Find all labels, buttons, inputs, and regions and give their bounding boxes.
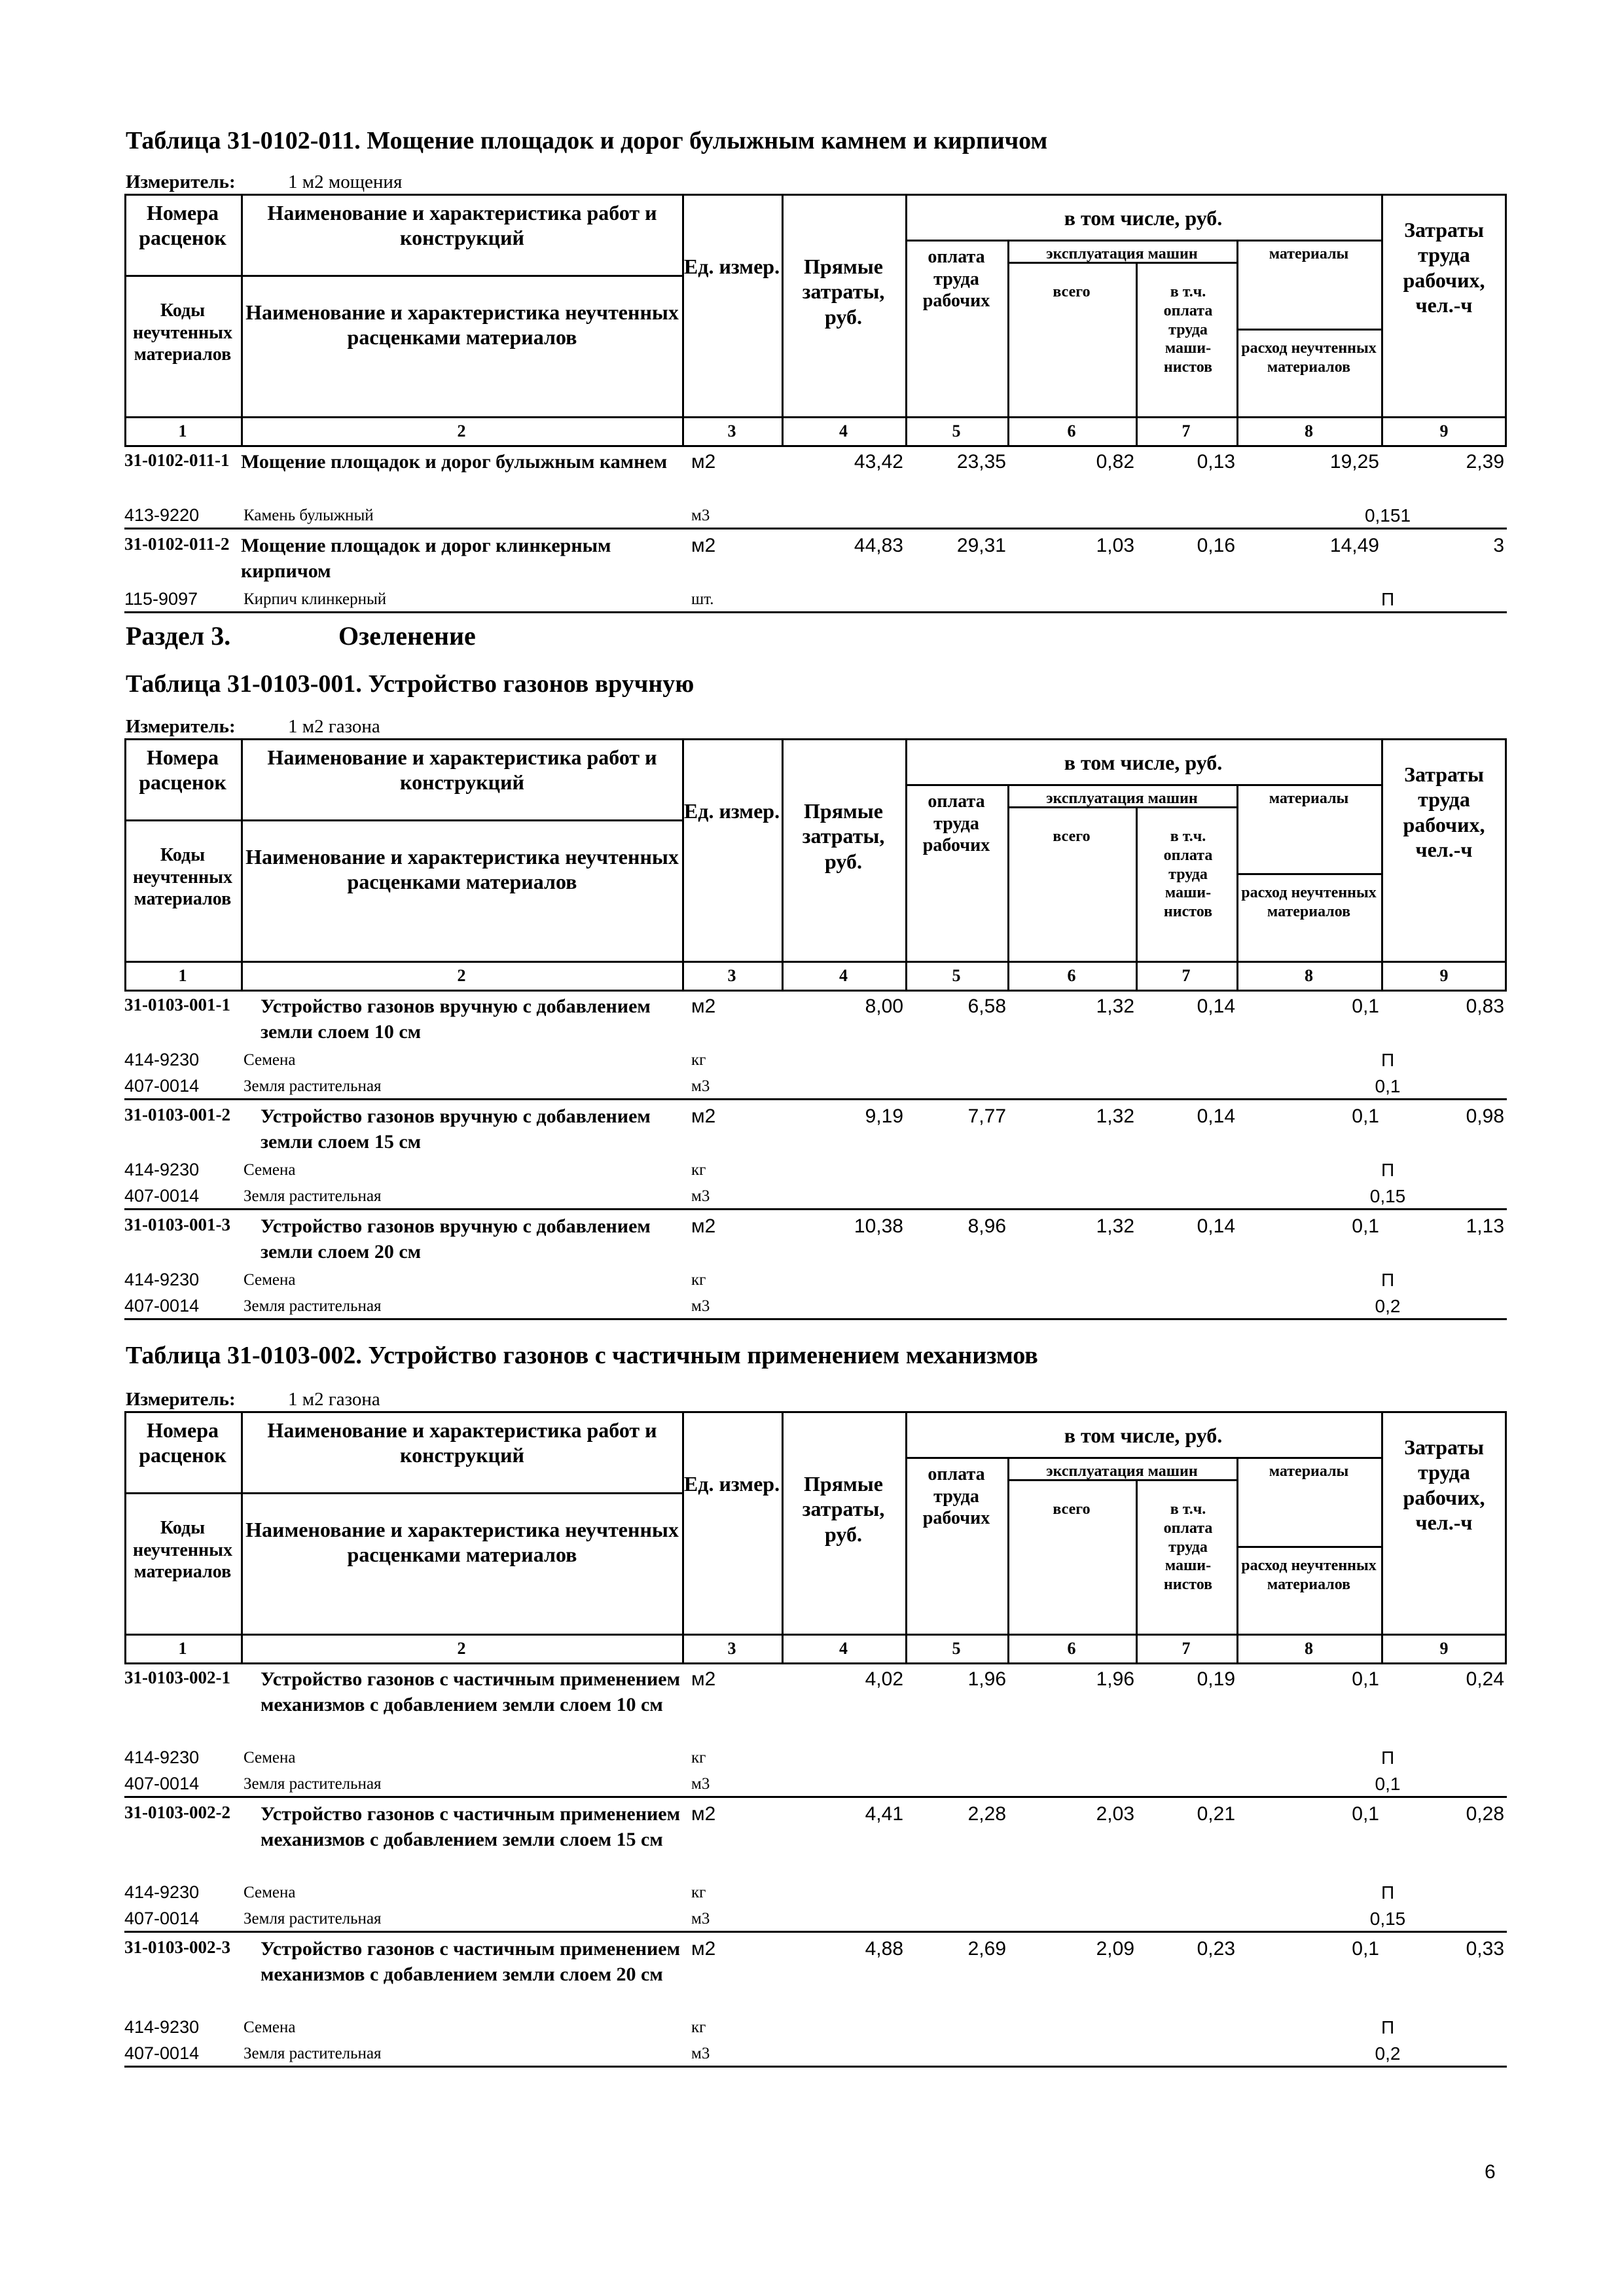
unit: м3 [691, 1077, 710, 1095]
machines-total: 2,09 [1096, 1938, 1134, 1960]
header-materials: материалы [1269, 790, 1349, 807]
column-number: 3 [727, 1639, 736, 1658]
direct-costs: 43,42 [854, 451, 903, 473]
table-rule [1136, 1479, 1138, 1664]
measure-label: Измеритель: [126, 171, 236, 192]
section-heading [126, 621, 476, 651]
direct-costs: 4,02 [865, 1668, 903, 1690]
header-incl-wages: в т.ч. оплата труда маши- нистов [1163, 1501, 1213, 1594]
wages: 2,69 [967, 1938, 1006, 1960]
column-number: 9 [1439, 966, 1449, 985]
table-row [124, 1102, 1507, 1156]
rate-code: 31-0103-001-3 [124, 1215, 230, 1234]
header-nomera: Номера расценок [139, 745, 226, 795]
materials: 0,1 [1352, 1803, 1379, 1825]
machines-total: 0,82 [1096, 451, 1134, 473]
table-rule [682, 738, 684, 992]
header-materials: материалы [1269, 1463, 1349, 1480]
table-rule [124, 961, 1507, 963]
header-machines: эксплуатация машин [1046, 790, 1198, 807]
direct-costs: 8,00 [865, 996, 903, 1017]
machines-wages: 0,21 [1197, 1803, 1235, 1825]
row-divider [124, 1931, 1507, 1933]
measure-value: 1 м2 газона [288, 1389, 380, 1410]
table-rule [1236, 329, 1381, 331]
machines-wages: 0,14 [1197, 1215, 1235, 1237]
column-number: 2 [457, 1639, 466, 1658]
work-name: Устройство газонов вручную с добавлением земли слоем 15 см [261, 1105, 651, 1153]
header-unaccounted: расход неучтенных материалов [1241, 340, 1377, 376]
material-name: Камень булыжный [244, 507, 374, 524]
column-number: 5 [952, 966, 961, 985]
unit: кг [691, 1749, 706, 1767]
header-kody: Коды неучтенных материалов [133, 845, 232, 910]
row-divider [124, 611, 1507, 613]
header-labor: Затраты труда рабочих, чел.-ч [1403, 762, 1485, 862]
row-divider [124, 1208, 1507, 1210]
machines-total: 2,03 [1096, 1803, 1134, 1825]
column-number: 1 [178, 1639, 187, 1658]
rate-code: 414-9230 [124, 1270, 200, 1289]
column-number: 9 [1439, 422, 1449, 440]
materials: 0,1 [1352, 1668, 1379, 1690]
table-rule [905, 1411, 907, 1664]
labor: 2,39 [1466, 451, 1504, 473]
row-divider [124, 1318, 1507, 1320]
material-name: Семена [244, 1271, 296, 1289]
labor: 0,24 [1466, 1668, 1504, 1690]
direct-costs: 4,41 [865, 1803, 903, 1825]
rate-code: 407-0014 [124, 1186, 200, 1206]
materials: 14,49 [1329, 535, 1379, 556]
header-including: в том числе, руб. [1064, 206, 1223, 230]
work-name: Устройство газонов вручную с добавлением земли слоем 10 см [261, 996, 651, 1043]
column-number: 2 [457, 422, 466, 440]
table-rule [124, 1634, 1507, 1636]
column-number: 3 [727, 966, 736, 985]
rate-code: 31-0102-011-1 [124, 450, 230, 470]
machines-total: 1,32 [1096, 1105, 1134, 1127]
column-number: 1 [178, 422, 187, 440]
measure-value: 1 м2 мощения [288, 171, 403, 192]
table-rule [905, 194, 907, 447]
material-row [124, 2039, 1507, 2066]
column-number: 8 [1305, 966, 1313, 985]
material-consumption: П [1380, 1882, 1395, 1903]
work-name: Устройство газонов с частичным применением механизмов с добавлением земли слоем 20 см [261, 1938, 681, 1985]
rate-code: 407-0014 [124, 1296, 200, 1316]
unit: кг [691, 1884, 706, 1901]
material-consumption: 0,15 [1369, 1909, 1406, 1929]
rate-code: 31-0102-011-2 [124, 534, 230, 554]
work-name: Устройство газонов вручную с добавлением земли слоем 20 см [261, 1215, 651, 1263]
table-row [124, 448, 1507, 501]
direct-costs: 10,38 [854, 1215, 903, 1237]
material-name: Кирпич клинкерный [244, 590, 387, 608]
column-number: 7 [1182, 966, 1191, 985]
unit: м2 [691, 1803, 716, 1825]
wages: 2,28 [967, 1803, 1006, 1825]
header-name-works: Наименование и характеристика работ и конструкций [267, 201, 657, 250]
material-row [124, 1744, 1507, 1770]
row-divider [124, 2066, 1507, 2068]
header-nomera: Номера расценок [139, 1418, 226, 1467]
unit: м3 [691, 1775, 710, 1793]
direct-costs: 4,88 [865, 1938, 903, 1960]
unit: кг [691, 1161, 706, 1179]
labor: 0,28 [1466, 1803, 1504, 1825]
labor: 1,13 [1466, 1215, 1504, 1237]
table-rule [1007, 1457, 1009, 1664]
rate-code: 31-0103-002-3 [124, 1937, 230, 1957]
table-rule [124, 275, 682, 277]
material-row [124, 1292, 1507, 1318]
material-row [124, 1266, 1507, 1292]
table-row [124, 1800, 1507, 1878]
header-machines-total: всего [1053, 1501, 1091, 1518]
table-row [124, 1212, 1507, 1266]
header-incl-wages: в т.ч. оплата труда маши- нистов [1163, 828, 1213, 921]
unit: м3 [691, 1187, 710, 1205]
rate-code: 414-9230 [124, 1050, 200, 1069]
table-header [124, 1411, 1507, 1679]
unit: м2 [691, 1938, 716, 1960]
table-row [124, 1665, 1507, 1744]
header-name-materials: Наименование и характеристика неучтенных расценками материалов [245, 845, 679, 894]
direct-costs: 9,19 [865, 1105, 903, 1127]
table-rule [1236, 1546, 1381, 1548]
material-consumption: П [1380, 2017, 1395, 2037]
material-name: Семена [244, 2018, 296, 2036]
column-number: 6 [1067, 1639, 1076, 1658]
header-unit: Ед. измер. [683, 1472, 780, 1496]
column-number: 4 [839, 966, 848, 985]
material-consumption: 0,2 [1375, 1296, 1401, 1316]
table-rule [124, 1492, 682, 1494]
table-rule [124, 194, 1507, 196]
labor: 0,98 [1466, 1105, 1504, 1127]
section-label: Раздел 3. [126, 621, 231, 651]
wages: 29,31 [956, 535, 1006, 556]
materials: 19,25 [1329, 451, 1379, 473]
header-wages: оплата труда рабочих [922, 791, 990, 856]
wages: 23,35 [956, 451, 1006, 473]
column-number: 2 [457, 966, 466, 985]
measure-value: 1 м2 газона [288, 716, 380, 737]
header-machines-total: всего [1053, 283, 1091, 300]
material-name: Земля растительная [244, 1910, 382, 1928]
rate-code: 407-0014 [124, 1909, 200, 1928]
material-name: Земля растительная [244, 1775, 382, 1793]
material-name: Семена [244, 1884, 296, 1901]
table-row [124, 1935, 1507, 2013]
measure-unit [126, 1389, 380, 1410]
header-machines: эксплуатация машин [1046, 1463, 1198, 1480]
machines-total: 1,03 [1096, 535, 1134, 556]
column-number: 6 [1067, 422, 1076, 440]
table-rule [124, 445, 1507, 447]
material-row [124, 1182, 1507, 1208]
work-name: Устройство газонов с частичным применением механизмов с добавлением земли слоем 15 см [261, 1803, 681, 1850]
measure-unit [126, 716, 380, 737]
labor: 0,33 [1466, 1938, 1504, 1960]
column-number: 5 [952, 422, 961, 440]
unit: м3 [691, 1910, 710, 1928]
rate-code: 414-9230 [124, 1882, 200, 1902]
header-including: в том числе, руб. [1064, 1424, 1223, 1447]
header-labor: Затраты труда рабочих, чел.-ч [1403, 218, 1485, 317]
unit: кг [691, 1271, 706, 1289]
header-materials: материалы [1269, 245, 1349, 262]
header-unaccounted: расход неучтенных материалов [1241, 1557, 1377, 1593]
column-number: 3 [727, 422, 736, 440]
row-divider [124, 528, 1507, 529]
unit: м2 [691, 535, 716, 556]
machines-total: 1,32 [1096, 996, 1134, 1017]
rate-code: 407-0014 [124, 1774, 200, 1793]
unit: м3 [691, 507, 710, 524]
header-machines-total: всего [1053, 828, 1091, 845]
materials: 0,1 [1352, 1938, 1379, 1960]
unit: кг [691, 1051, 706, 1069]
wages: 6,58 [967, 996, 1006, 1017]
table-row [124, 992, 1507, 1046]
material-consumption: 0,1 [1375, 1774, 1401, 1794]
unit: м3 [691, 1297, 710, 1315]
row-divider [124, 1098, 1507, 1100]
machines-total: 1,96 [1096, 1668, 1134, 1690]
measure-label: Измеритель: [126, 1389, 236, 1410]
unit: м2 [691, 1215, 716, 1237]
materials: 0,1 [1352, 1215, 1379, 1237]
header-unit: Ед. измер. [683, 799, 780, 823]
measure-unit [126, 171, 403, 192]
table-rule [1236, 873, 1381, 875]
table-title: Таблица 31-0103-002. Устройство газонов с частичным применением механизмов [126, 1342, 1038, 1369]
unit: м2 [691, 996, 716, 1017]
column-number: 5 [952, 1639, 961, 1658]
table-rule [124, 416, 1507, 418]
rate-code: 407-0014 [124, 2043, 200, 2063]
table-title: Таблица 31-0103-001. Устройство газонов вручную [126, 670, 695, 698]
unit: кг [691, 2018, 706, 2036]
header-direct-costs: Прямые затраты, руб. [802, 1472, 885, 1546]
material-consumption: П [1380, 1748, 1395, 1768]
rate-code: 414-9230 [124, 1160, 200, 1179]
rate-code: 414-9230 [124, 1748, 200, 1767]
table-rule [124, 990, 1507, 992]
table-rule [124, 738, 1507, 740]
column-number: 1 [178, 966, 187, 985]
materials: 0,1 [1352, 1105, 1379, 1127]
wages: 1,96 [967, 1668, 1006, 1690]
table-row [124, 531, 1507, 585]
material-row [124, 2013, 1507, 2039]
table-rule [682, 1411, 684, 1664]
table-rule [124, 1411, 1507, 1413]
header-name-materials: Наименование и характеристика неучтенных расценками материалов [245, 1518, 679, 1567]
table-header [124, 194, 1507, 462]
table-rule [905, 1457, 1381, 1459]
unit: м2 [691, 451, 716, 473]
table-rule [1007, 240, 1009, 447]
column-number: 7 [1182, 1639, 1191, 1658]
header-name-materials: Наименование и характеристика неучтенных расценками материалов [245, 300, 679, 350]
rate-code: 413-9220 [124, 505, 200, 525]
material-row [124, 1072, 1507, 1098]
materials: 0,1 [1352, 996, 1379, 1017]
section-name: Озеленение [338, 621, 476, 651]
material-name: Земля растительная [244, 1297, 382, 1315]
labor: 3 [1493, 535, 1504, 556]
work-name: Мощение площадок и дорог булыжным камнем [241, 451, 668, 473]
material-consumption: 0,2 [1375, 2043, 1401, 2064]
header-direct-costs: Прямые затраты, руб. [802, 799, 885, 873]
column-number: 8 [1305, 422, 1313, 440]
material-row [124, 1046, 1507, 1072]
header-incl-wages: в т.ч. оплата труда маши- нистов [1163, 283, 1213, 376]
machines-total: 1,32 [1096, 1215, 1134, 1237]
machines-wages: 0,14 [1197, 1105, 1235, 1127]
table-rule [905, 738, 907, 992]
rate-code: 115-9097 [124, 589, 198, 609]
table-rule [1007, 784, 1009, 992]
machines-wages: 0,14 [1197, 996, 1235, 1017]
table-rule [1136, 262, 1138, 447]
machines-wages: 0,23 [1197, 1938, 1235, 1960]
rate-code: 414-9230 [124, 2017, 200, 2037]
material-consumption: П [1380, 1270, 1395, 1290]
column-number: 6 [1067, 966, 1076, 985]
rate-code: 31-0103-002-2 [124, 1803, 230, 1822]
table-header [124, 738, 1507, 1007]
work-name: Устройство газонов с частичным применением механизмов с добавлением земли слоем 10 см [261, 1668, 681, 1715]
material-name: Земля растительная [244, 1187, 382, 1205]
material-row [124, 585, 1507, 611]
header-kody: Коды неучтенных материалов [133, 1518, 232, 1583]
direct-costs: 44,83 [854, 535, 903, 556]
header-including: в том числе, руб. [1064, 751, 1223, 774]
unit: шт. [691, 590, 714, 608]
header-name-works: Наименование и характеристика работ и конструкций [267, 745, 657, 795]
material-consumption: 0,15 [1369, 1186, 1406, 1206]
table-rule [905, 784, 1381, 786]
column-number: 8 [1305, 1639, 1313, 1658]
header-name-works: Наименование и характеристика работ и конструкций [267, 1418, 657, 1467]
machines-wages: 0,19 [1197, 1668, 1235, 1690]
measure-label: Измеритель: [126, 716, 236, 737]
material-consumption: 0,1 [1375, 1076, 1401, 1096]
work-name: Мощение площадок и дорог клинкерным кирпичом [241, 535, 611, 582]
header-labor: Затраты труда рабочих, чел.-ч [1403, 1435, 1485, 1535]
material-consumption: 0,151 [1364, 505, 1411, 526]
material-row [124, 501, 1507, 528]
material-name: Семена [244, 1161, 296, 1179]
wages: 8,96 [967, 1215, 1006, 1237]
rate-code: 407-0014 [124, 1076, 200, 1096]
header-kody: Коды неучтенных материалов [133, 300, 232, 365]
page-number: 6 [1485, 2161, 1496, 2183]
header-direct-costs: Прямые затраты, руб. [802, 255, 885, 329]
table-title: Таблица 31-0102-011. Мощение площадок и дорог булыжным камнем и кирпичом [126, 127, 1048, 154]
material-name: Семена [244, 1051, 296, 1069]
rate-code: 31-0103-002-1 [124, 1668, 230, 1687]
header-nomera: Номера расценок [139, 201, 226, 250]
material-consumption: П [1380, 1050, 1395, 1070]
material-name: Земля растительная [244, 1077, 382, 1095]
labor: 0,83 [1466, 996, 1504, 1017]
material-consumption: П [1380, 589, 1395, 609]
column-number: 7 [1182, 422, 1191, 440]
header-machines: эксплуатация машин [1046, 245, 1198, 262]
column-number: 4 [839, 1639, 848, 1658]
rate-code: 31-0103-001-1 [124, 995, 230, 1014]
wages: 7,77 [967, 1105, 1006, 1127]
material-row [124, 1156, 1507, 1182]
machines-wages: 0,13 [1197, 451, 1235, 473]
material-consumption: П [1380, 1160, 1395, 1180]
table-rule [124, 1662, 1507, 1664]
material-row [124, 1878, 1507, 1905]
column-number: 4 [839, 422, 848, 440]
rate-code: 31-0103-001-2 [124, 1105, 230, 1124]
table-rule [905, 240, 1381, 242]
unit: м2 [691, 1105, 716, 1127]
header-wages: оплата труда рабочих [922, 1464, 990, 1529]
column-number: 9 [1439, 1639, 1449, 1658]
unit: м3 [691, 2045, 710, 2062]
header-wages: оплата труда рабочих [922, 247, 990, 312]
unit: м2 [691, 1668, 716, 1690]
header-unaccounted: расход неучтенных материалов [1241, 884, 1377, 920]
header-unit: Ед. измер. [683, 255, 780, 278]
material-name: Семена [244, 1749, 296, 1767]
material-row [124, 1905, 1507, 1931]
table-rule [1136, 806, 1138, 992]
table-rule [682, 194, 684, 447]
material-name: Земля растительная [244, 2045, 382, 2062]
material-row [124, 1770, 1507, 1796]
machines-wages: 0,16 [1197, 535, 1235, 556]
row-divider [124, 1796, 1507, 1798]
table-rule [124, 819, 682, 821]
